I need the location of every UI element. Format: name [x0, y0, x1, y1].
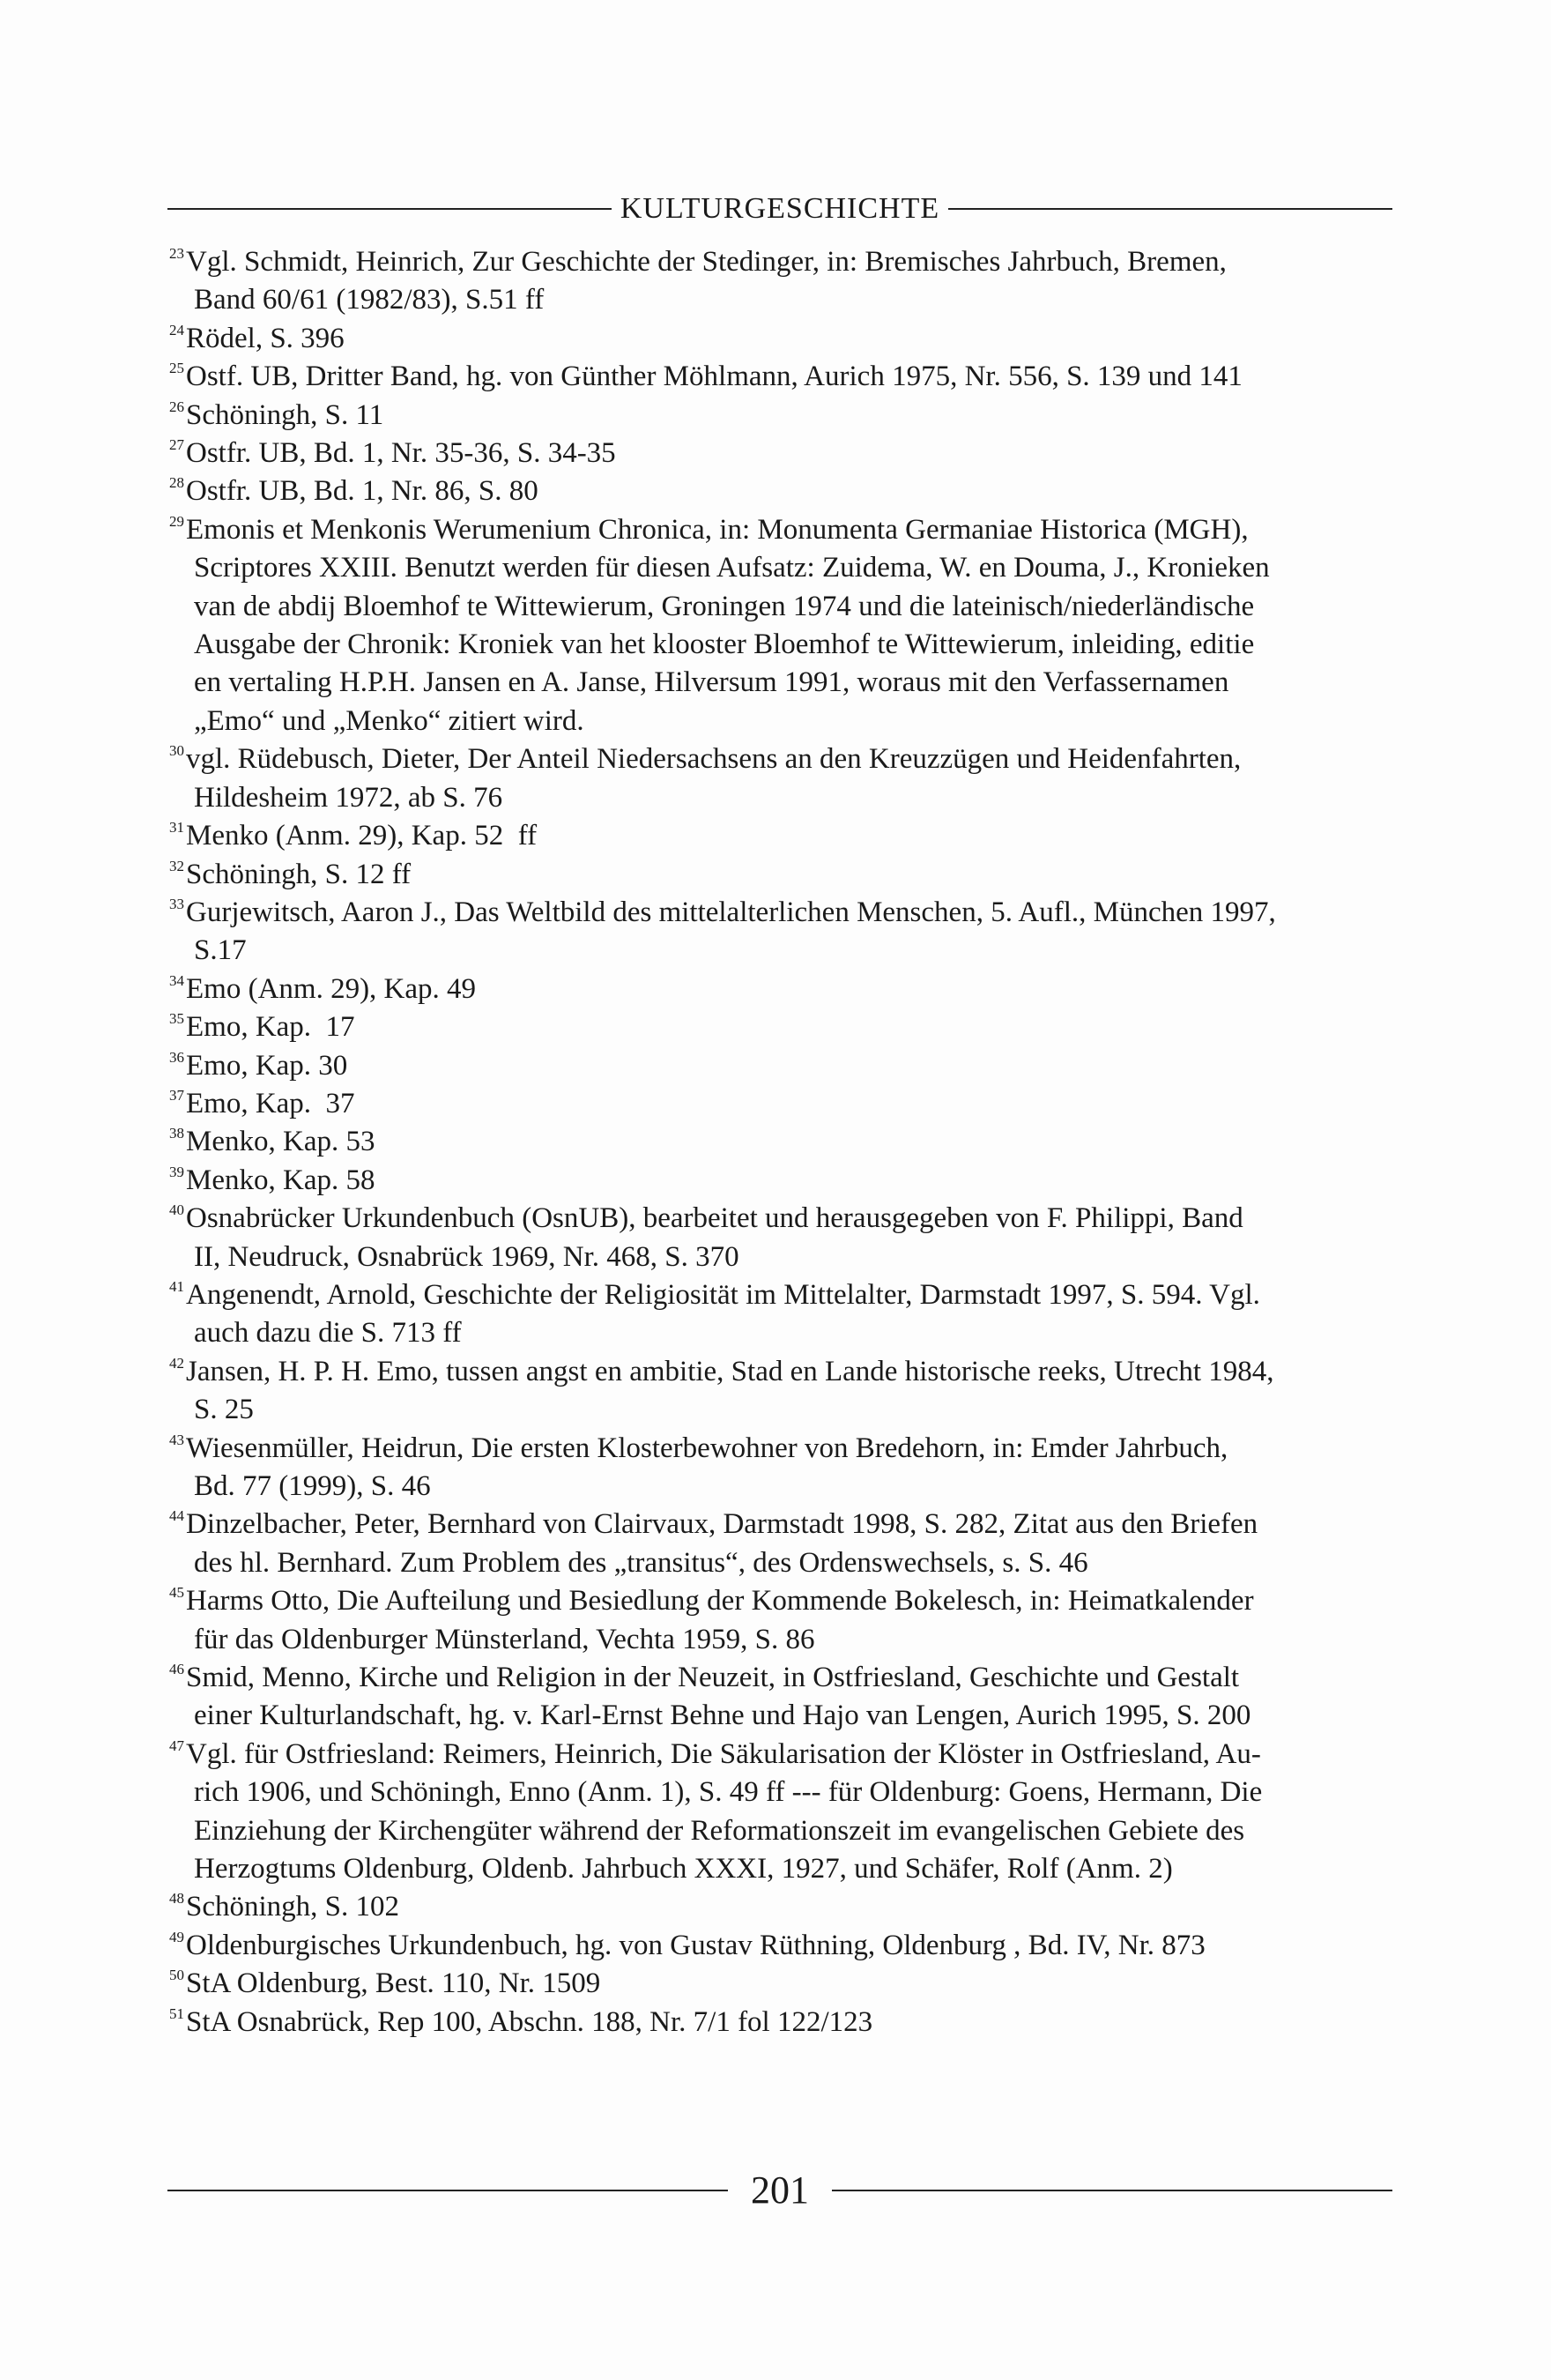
footnote-number: 31: [169, 819, 184, 837]
footnote-line: [169, 1659, 1392, 1697]
footnote-number: 37: [169, 1086, 184, 1104]
footnote-text: Bd. 77 (1999), S. 46: [194, 1470, 431, 1502]
footnote-text: Ausgabe der Chronik: Kroniek van het klooster Bloemhof te Wittewierum, inleiding, editie: [194, 628, 1255, 661]
footnote-line: [169, 397, 1392, 435]
footnotes-list: [167, 243, 1392, 2042]
footnote-33: [167, 894, 1392, 971]
footnote-47: [167, 1736, 1392, 1889]
footnote-38: [167, 1123, 1392, 1161]
header-rule-left: [167, 208, 612, 210]
footnote-44: [167, 1506, 1392, 1582]
footnote-number: 46: [169, 1661, 184, 1678]
footnote-number: 28: [169, 474, 184, 492]
footnote-text: Rödel, S. 396: [186, 322, 345, 354]
footnote-42: [167, 1353, 1392, 1430]
page-number: 201: [751, 2168, 809, 2212]
footnote-text: rich 1906, und Schöningh, Enno (Anm. 1), S. 49 ff --- für Oldenburg: Goens, Hermann, Die: [194, 1776, 1263, 1809]
footnote-line: [169, 1582, 1392, 1620]
footnote-text: Menko, Kap. 53: [186, 1126, 375, 1158]
header-rule-right: [948, 208, 1392, 210]
footnote-line: [169, 511, 1392, 549]
footnote-number: 43: [169, 1431, 184, 1448]
footnote-number: 40: [169, 1201, 184, 1219]
footnote-49: [167, 1927, 1392, 1965]
footnote-text: Angenendt, Arnold, Geschichte der Religiosität im Mittelalter, Darmstadt 1997, S. 594. Vgl.: [186, 1278, 1260, 1311]
footnote-number: 49: [169, 1928, 184, 1945]
footnote-text: für das Oldenburger Münsterland, Vechta 1959, S. 86: [194, 1623, 815, 1655]
footnote-number: 42: [169, 1354, 184, 1372]
footnote-number: 48: [169, 1890, 184, 1908]
header-title: KULTURGESCHICHTE: [620, 192, 940, 225]
footnote-text: Schöningh, S. 11: [186, 398, 384, 431]
footnote-text: Oldenburgisches Urkundenbuch, hg. von Gustav Rüthning, Oldenburg , Bd. IV, Nr. 873: [186, 1929, 1206, 1961]
footnote-line: [169, 664, 1392, 702]
footnote-31: [167, 817, 1392, 855]
footnote-50: [167, 1965, 1392, 2003]
footnote-number: 26: [169, 398, 184, 415]
footnote-line: [169, 1391, 1392, 1429]
footnote-25: [167, 358, 1392, 396]
footnote-40: [167, 1200, 1392, 1276]
footnote-line: [169, 894, 1392, 932]
footnote-line: [169, 1162, 1392, 1200]
footnote-number: 51: [169, 2004, 184, 2022]
footnote-line: [169, 1544, 1392, 1582]
footnote-number: 44: [169, 1507, 184, 1525]
footnote-line: [169, 1085, 1392, 1123]
footnote-text: Ostf. UB, Dritter Band, hg. von Günther Möhlmann, Aurich 1975, Nr. 556, S. 139 und 141: [186, 361, 1243, 393]
footnote-text: des hl. Bernhard. Zum Problem des „transitus“, des Ordenswechsels, s. S. 46: [194, 1546, 1088, 1579]
footnote-line: [169, 1927, 1392, 1965]
footnote-48: [167, 1888, 1392, 1926]
footnote-number: 47: [169, 1737, 184, 1754]
footnote-text: van de abdij Bloemhof te Wittewierum, Groningen 1974 und die lateinisch/niederländische: [194, 590, 1255, 622]
footnote-line: [169, 1314, 1392, 1352]
footnote-number: 23: [169, 245, 184, 262]
footnote-line: [169, 472, 1392, 510]
footnote-line: [169, 1850, 1392, 1888]
footnote-text: einer Kulturlandschaft, hg. v. Karl-Ernst Behne und Hajo van Lengen, Aurich 1995, S. 200: [194, 1699, 1251, 1732]
footnote-text: Vgl. für Ostfriesland: Reimers, Heinrich, Die Säkularisation der Klöster in Ostfriesland, Au-: [186, 1737, 1261, 1770]
footnote-text: Ostfr. UB, Bd. 1, Nr. 86, S. 80: [186, 475, 538, 508]
footnote-number: 50: [169, 1967, 184, 1984]
footnote-43: [167, 1430, 1392, 1506]
footnote-line: [169, 2004, 1392, 2042]
footnote-text: Einziehung der Kirchengüter während der Reformationszeit im evangelischen Gebiete des: [194, 1814, 1245, 1847]
footnote-text: II, Neudruck, Osnabrück 1969, Nr. 468, S. 370: [194, 1240, 739, 1273]
footnote-text: Herzogtums Oldenburg, Oldenb. Jahrbuch XXXI, 1927, und Schäfer, Rolf (Anm. 2): [194, 1853, 1173, 1885]
footnote-24: [167, 320, 1392, 358]
footnote-text: Menko (Anm. 29), Kap. 52 ff: [186, 820, 538, 852]
footnote-number: 32: [169, 857, 184, 874]
footnote-line: [169, 1430, 1392, 1468]
footnote-text: Emonis et Menkonis Werumenium Chronica, in: Monumenta Germaniae Historica (MGH),: [186, 513, 1249, 546]
footnote-line: [169, 856, 1392, 894]
footnote-line: [169, 588, 1392, 626]
footnote-number: 25: [169, 360, 184, 377]
footnote-41: [167, 1276, 1392, 1353]
footnote-37: [167, 1085, 1392, 1123]
footnote-line: [169, 320, 1392, 358]
footnote-number: 33: [169, 895, 184, 912]
footnote-line: [169, 549, 1392, 587]
footnote-32: [167, 856, 1392, 894]
footnote-23: [167, 243, 1392, 320]
footnote-text: auch dazu die S. 713 ff: [194, 1317, 462, 1350]
footnote-text: Emo, Kap. 30: [186, 1049, 348, 1082]
footnote-text: Emo (Anm. 29), Kap. 49: [186, 972, 477, 1005]
footnote-text: Wiesenmüller, Heidrun, Die ersten Klosterbewohner von Bredehorn, in: Emder Jahrbuch,: [186, 1432, 1228, 1464]
footnote-text: StA Oldenburg, Best. 110, Nr. 1509: [186, 1967, 601, 2000]
footnote-39: [167, 1162, 1392, 1200]
footnote-line: [169, 1276, 1392, 1314]
footnote-number: 29: [169, 512, 184, 530]
footnote-line: [169, 1200, 1392, 1238]
footnote-line: [169, 1506, 1392, 1543]
footnote-35: [167, 1008, 1392, 1046]
footnote-27: [167, 435, 1392, 472]
footnote-line: [169, 1965, 1392, 2003]
footnote-line: [169, 1812, 1392, 1850]
footnote-line: [169, 779, 1392, 817]
footnote-text: Schöningh, S. 12 ff: [186, 858, 412, 890]
page-footer: [167, 2164, 1392, 2217]
footnote-number: 36: [169, 1048, 184, 1066]
footnote-text: „Emo“ und „Menko“ zitiert wird.: [194, 704, 584, 737]
footnote-line: [169, 1353, 1392, 1391]
footnote-text: en vertaling H.P.H. Jansen en A. Janse, Hilversum 1991, woraus mit den Verfassernamen: [194, 666, 1229, 699]
footnote-text: Gurjewitsch, Aaron J., Das Weltbild des mittelalterlichen Menschen, 5. Aufl., München 1997,: [186, 896, 1276, 928]
footnote-line: [169, 358, 1392, 396]
footnote-28: [167, 472, 1392, 510]
footnote-number: 30: [169, 742, 184, 760]
footnote-29: [167, 511, 1392, 740]
footnote-text: Band 60/61 (1982/83), S.51 ff: [194, 284, 545, 316]
footnote-line: [169, 932, 1392, 970]
footnote-text: Emo, Kap. 37: [186, 1087, 355, 1119]
footnote-line: [169, 1238, 1392, 1276]
footnote-line: [169, 1047, 1392, 1085]
footnote-text: Ostfr. UB, Bd. 1, Nr. 35-36, S. 34-35: [186, 437, 616, 470]
footnote-number: 45: [169, 1584, 184, 1602]
footnote-line: [169, 703, 1392, 740]
footnote-number: 41: [169, 1277, 184, 1295]
footnote-number: 34: [169, 971, 184, 989]
footnote-text: Smid, Menno, Kirche und Religion in der Neuzeit, in Ostfriesland, Geschichte und Gestalt: [186, 1662, 1240, 1694]
footnote-number: 27: [169, 436, 184, 454]
footnote-line: [169, 435, 1392, 472]
footer-rule-left: [167, 2190, 728, 2191]
footnote-text: Menko, Kap. 58: [186, 1164, 375, 1196]
footnote-number: 38: [169, 1125, 184, 1142]
footnote-text: Dinzelbacher, Peter, Bernhard von Clairvaux, Darmstadt 1998, S. 282, Zitat aus den Briefen: [186, 1508, 1258, 1541]
footnote-line: [169, 243, 1392, 281]
footnote-line: [169, 281, 1392, 319]
footnote-45: [167, 1582, 1392, 1659]
footnote-46: [167, 1659, 1392, 1736]
footnote-line: [169, 1697, 1392, 1735]
footnote-text: Osnabrücker Urkundenbuch (OsnUB), bearbeitet und herausgegeben von F. Philippi, Band: [186, 1202, 1243, 1235]
footnote-line: [169, 1008, 1392, 1046]
footnote-34: [167, 971, 1392, 1008]
footnote-number: 39: [169, 1163, 184, 1180]
footnote-51: [167, 2004, 1392, 2042]
footnote-text: Hildesheim 1972, ab S. 76: [194, 781, 503, 814]
footnote-line: [169, 1736, 1392, 1774]
running-header: [167, 187, 1392, 231]
footnote-line: [169, 1888, 1392, 1926]
footnote-text: Scriptores XXIII. Benutzt werden für diesen Aufsatz: Zuidema, W. en Douma, J., Kronieken: [194, 552, 1270, 584]
footnote-text: Harms Otto, Die Aufteilung und Besiedlung der Kommende Bokelesch, in: Heimatkalender: [186, 1585, 1254, 1618]
footnote-36: [167, 1047, 1392, 1085]
footnote-line: [169, 971, 1392, 1008]
footnote-text: S. 25: [194, 1394, 254, 1426]
footnote-number: 24: [169, 321, 184, 338]
footnote-line: [169, 1621, 1392, 1659]
footnote-text: Emo, Kap. 17: [186, 1011, 355, 1044]
footnote-text: Schöningh, S. 102: [186, 1891, 400, 1923]
footnote-number: 35: [169, 1010, 184, 1028]
footnote-text: S.17: [194, 934, 247, 967]
footnote-text: Vgl. Schmidt, Heinrich, Zur Geschichte der Stedinger, in: Bremisches Jahrbuch, Bremen,: [186, 246, 1227, 278]
footnote-line: [169, 1123, 1392, 1161]
footnote-line: [169, 626, 1392, 664]
footnote-line: [169, 1468, 1392, 1506]
footnote-text: Jansen, H. P. H. Emo, tussen angst en ambitie, Stad en Lande historische reeks, Utrecht 1984,: [186, 1355, 1274, 1387]
footnote-line: [169, 740, 1392, 778]
footnote-26: [167, 397, 1392, 435]
footer-rule-right: [832, 2190, 1392, 2191]
footnote-text: vgl. Rüdebusch, Dieter, Der Anteil Niedersachsens an den Kreuzzügen und Heidenfahrten,: [186, 743, 1242, 776]
footnote-text: StA Osnabrück, Rep 100, Abschn. 188, Nr. 7/1 fol 122/123: [186, 2005, 873, 2038]
footnote-line: [169, 1774, 1392, 1811]
footnote-30: [167, 740, 1392, 817]
footnote-line: [169, 817, 1392, 855]
